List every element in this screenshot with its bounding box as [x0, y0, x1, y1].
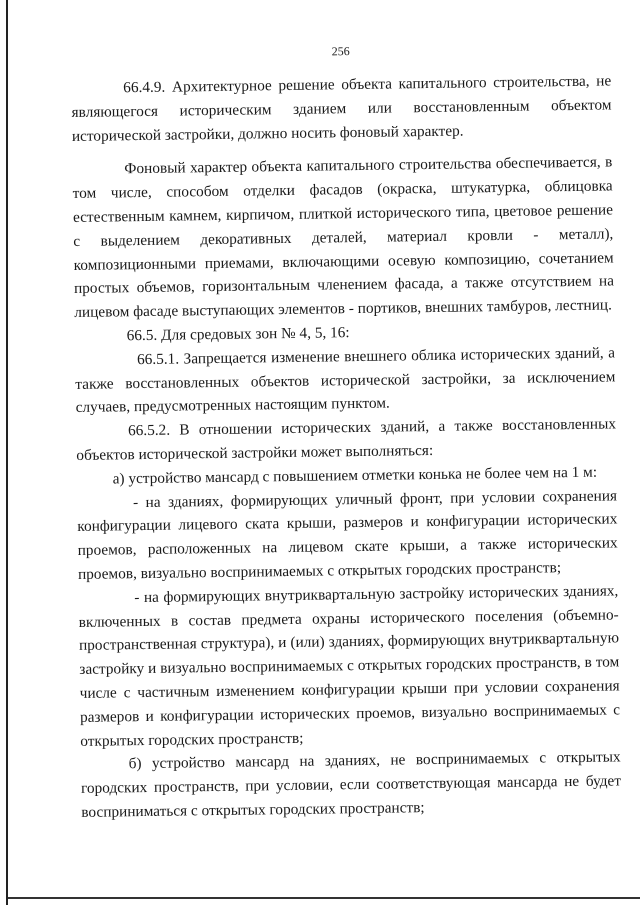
- list-item-a: а) устройство мансард с повышением отметки конька не более чем на 1 м:: [112, 463, 598, 488]
- paragraph-66-5: 66.5. Для средовых зон № 4, 5, 16:: [126, 324, 350, 345]
- page-number: 256: [331, 44, 350, 59]
- scan-edge-left: [6, 0, 8, 905]
- paragraph-66-5-2: 66.5.2. В отношении исторических зданий, а также восстановленных объектов исторической застройки может выполняться:: [76, 415, 617, 464]
- list-subitem-street-front: - на зданиях, формирующих уличный фронт, при условии сохранения конфигурации лицевого ската крыши, размеров и конфигурации исторических проемов, расположенных на лицевом скате крыши, а также исторических проемов, визуально воспринимаемых с открытых городских пространств;: [77, 486, 618, 583]
- list-subitem-inner-block: - на формирующих внутриквартальную застройку исторических зданиях, включенных в состав предмета охраны исторического поселения (объемно-пространственная структура), и (или) зданиях, формирующих внутриквартальную застройку и визуально воспринимаемых с открытых городских пространств, в том числе с частичным изменением конфигурации крыши при условии сохранения размеров и конфигурации исторических проемов, визуально воспринимаемых с открытых городских пространств;: [78, 582, 621, 750]
- list-item-b: б) устройство мансард на зданиях, не воспринимаемых с открытых городских пространств, при условии, если соответствующая мансарда не будет восприниматься с открытых городских пространств;: [80, 748, 622, 821]
- paragraph-66-5-1: 66.5.1. Запрещается изменение внешнего облика исторических зданий, а также восстановленных объектов исторической застройки, за исключением случаев, предусмотренных настоящим пунктом.: [75, 344, 616, 417]
- scan-edge-bottom: [8, 897, 640, 899]
- paragraph-background-character: Фоновый характер объекта капитального строительства обеспечивается, в том числе, способом отделки фасадов (окраска, штукатурка, облицовка естественным камнем, кирпичом, плиткой исторического типа, цветовое решение с выделением декоративных деталей, материал кровли - металл), композиционными приемами, включающими осевую композицию, сочетанием простых объемов, горизонтальным членением фасада, а также отсутствием на лицевом фасаде выступающих элементов - портиков, внешних тамбуров, лестниц.: [72, 153, 615, 322]
- paragraph-66-4-9: 66.4.9. Архитектурное решение объекта капитального строительства, не являющегося историческим зданием или восстановленным объектом исторической застройки, должно носить фоновый характер.: [71, 72, 612, 145]
- document-body: [71, 69, 621, 824]
